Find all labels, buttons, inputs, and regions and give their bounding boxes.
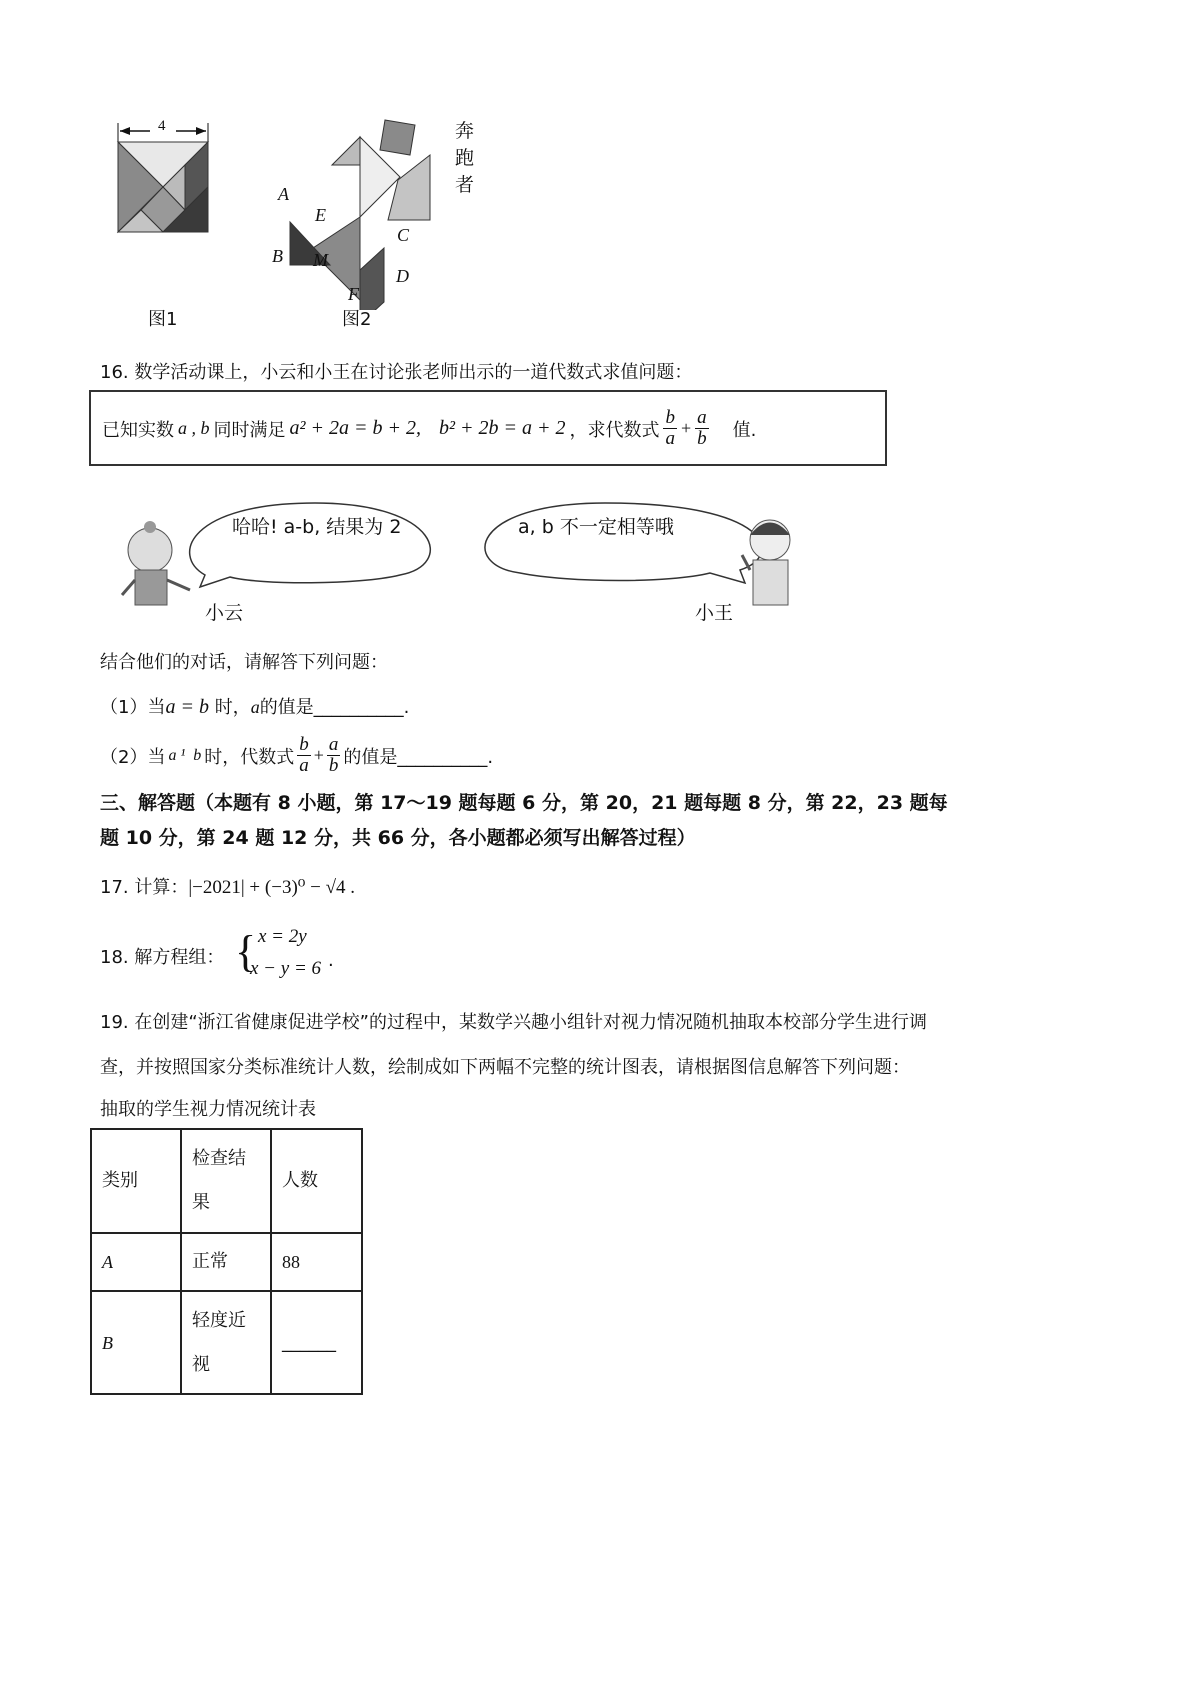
q16-intro: 16. 数学活动课上，小云和小王在讨论张老师出示的一道代数式求值问题： <box>100 362 693 383</box>
side-length-label: 4 <box>158 118 166 134</box>
point-label-e: E <box>315 205 326 225</box>
point-label-m: M <box>313 250 328 270</box>
girl-icon <box>122 521 190 605</box>
q19-line1: 19. 在创建“浙江省健康促进学校”的过程中，某数学兴趣小组针对视力情况随机抽取本校部分学生进行调 <box>100 1012 927 1033</box>
fig2-caption: 图2 <box>342 309 372 330</box>
q16-part2: （2）当 a ¹ b 时，代数式 $\frac{b}{a}$ + $\frac{a}{b}$ 的值是__________. <box>100 734 494 776</box>
q17: 17. 计算：|−2021| + (−3)⁰ − √4 . <box>100 877 356 898</box>
fig1-caption: 图1 <box>148 309 178 330</box>
point-label-c: C <box>397 225 410 245</box>
fraction-b-over-a: $\frac{b}{a}$ <box>665 407 675 449</box>
q18-eq1: x = 2y <box>258 926 307 947</box>
name-xiaoyun: 小云 <box>205 602 244 624</box>
q18-period: . <box>328 950 334 971</box>
bubble-left-text: 哈哈! a-b, 结果为 2 <box>232 516 402 538</box>
section3-heading-line2: 题 10 分，第 24 题 12 分，共 66 分，各小题都必须写出解答过程） <box>100 827 696 849</box>
fig2-title: 奔跑者 <box>455 120 475 196</box>
q18-label: 18. 解方程组： <box>100 947 225 968</box>
problem-statement: 已知实数 a , b 同时满足 a² + 2a = b + 2, b² + 2b = a + 2 ，求代数式 $\frac{b}{a}$ + $\frac{a}{b}$ 值. <box>102 407 757 449</box>
table-header-row: 类别 检查结果 人数 <box>91 1129 362 1233</box>
table-row: A 正常 88 <box>91 1233 362 1291</box>
q16-part1: （1）当a = b 时，a的值是__________. <box>100 696 410 718</box>
bubble-right-text: a, b 不一定相等哦 <box>518 516 674 538</box>
vision-stats-table <box>90 1128 363 1395</box>
section3-heading-line1: 三、解答题（本题有 8 小题，第 17～19 题每题 6 分，第 20，21 题每题 8 分，第 22，23 题每 <box>100 792 948 814</box>
combine-text: 结合他们的对话，请解答下列问题： <box>100 652 388 673</box>
point-label-b: B <box>272 246 283 266</box>
table-title: 抽取的学生视力情况统计表 <box>100 1099 316 1120</box>
q19-line2: 查，并按照国家分类标准统计人数，绘制成如下两幅不完整的统计图表，请根据图信息解答下列问题： <box>100 1057 910 1078</box>
point-label-f: F <box>348 284 359 304</box>
point-label-a: A <box>278 184 289 204</box>
name-xiaowang: 小王 <box>695 602 734 624</box>
brace: { <box>235 927 257 976</box>
tangram-square-figure <box>110 118 220 238</box>
q18-eq2: x − y = 6 <box>250 958 322 979</box>
point-label-d: D <box>396 266 409 286</box>
fraction-a-over-b: $\frac{a}{b}$ <box>697 407 707 449</box>
table-row: B 轻度近视 ______ <box>91 1291 362 1394</box>
runner-tangram-figure <box>270 110 450 310</box>
